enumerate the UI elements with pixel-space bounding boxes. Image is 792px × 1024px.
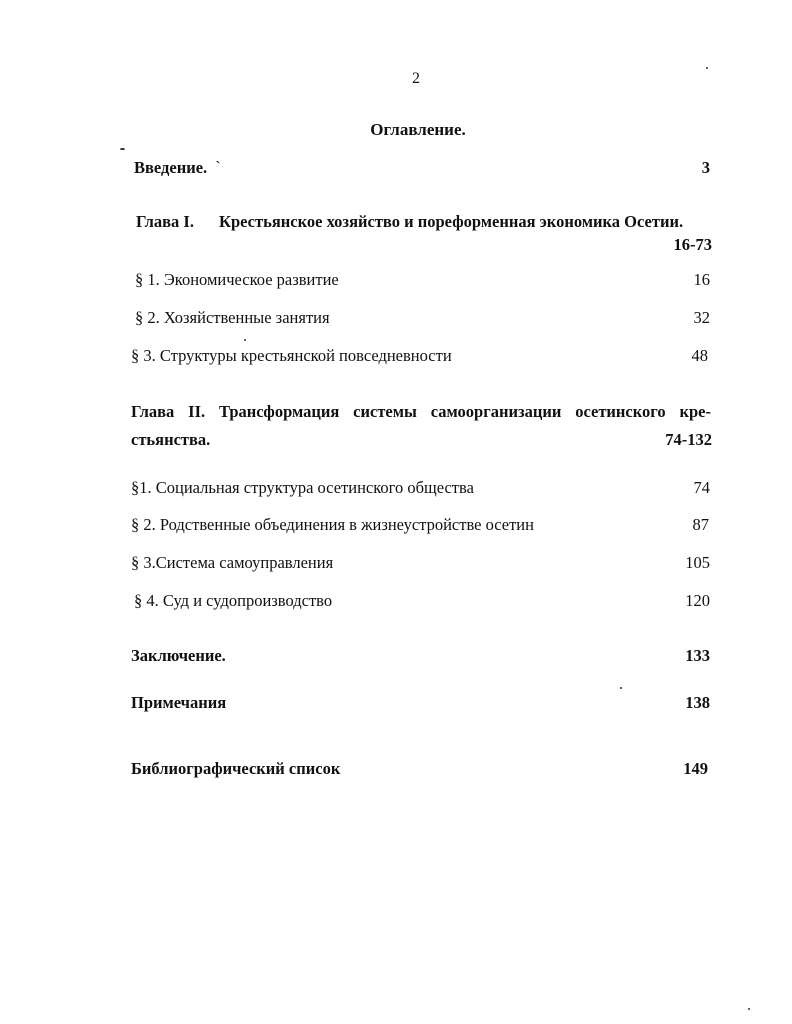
- toc-section-2-3: § 3.Система самоуправления: [131, 553, 334, 572]
- toc-entry-page: 3: [701, 158, 710, 177]
- toc-section-2-4: § 4. Суд и судопроизводство: [134, 591, 333, 610]
- toc-chapter-2-line1: Глава II. Трансформация системы самоорганизации осетинского кре-: [131, 402, 711, 421]
- toc-conclusion-page: 133: [685, 646, 710, 665]
- scan-speck: [706, 67, 708, 69]
- scan-speck: [244, 339, 246, 341]
- toc-bibliography: Библиографический список: [131, 759, 341, 778]
- toc-conclusion: Заключение.: [131, 646, 226, 665]
- toc-section-1-2: § 2. Хозяйственные занятия: [135, 308, 330, 327]
- toc-section-page: 16: [693, 270, 710, 289]
- toc-section-page: 74: [693, 478, 710, 497]
- scan-speck: [620, 687, 622, 689]
- page-title: Оглавление.: [370, 120, 466, 139]
- page-number: 2: [412, 70, 420, 87]
- toc-bibliography-page: 149: [683, 759, 708, 778]
- toc-chapter-1-label: Глава I.: [136, 212, 194, 231]
- toc-section-2-1: §1. Социальная структура осетинского общества: [131, 478, 474, 497]
- toc-section-page: 87: [692, 515, 709, 534]
- toc-entry-label: Введение.: [134, 158, 208, 177]
- toc-chapter-1-pages: 16-73: [673, 235, 712, 254]
- scan-speck: [120, 148, 125, 150]
- toc-chapter-2-pages: 74-132: [665, 430, 712, 449]
- toc-section-page: 120: [685, 591, 710, 610]
- toc-section-page: 105: [685, 553, 710, 572]
- toc-section-1-3: § 3. Структуры крестьянской повседневности: [131, 346, 452, 365]
- toc-chapter-2-line2: стьянства.: [131, 430, 211, 449]
- toc-section-page: 32: [693, 308, 710, 327]
- toc-entry-intro: [134, 158, 221, 178]
- toc-chapter-1-title: Крестьянское хозяйство и пореформенная экономика Осетии.: [219, 212, 684, 231]
- toc-section-2-2: § 2. Родственные объединения в жизнеустройстве осетин: [131, 515, 534, 534]
- toc-notes: Примечания: [131, 693, 227, 712]
- scan-mark: `: [215, 158, 221, 177]
- toc-section-page: 48: [691, 346, 708, 365]
- scan-speck: [748, 1008, 750, 1010]
- toc-notes-page: 138: [685, 693, 710, 712]
- toc-section-1-1: § 1. Экономическое развитие: [135, 270, 339, 289]
